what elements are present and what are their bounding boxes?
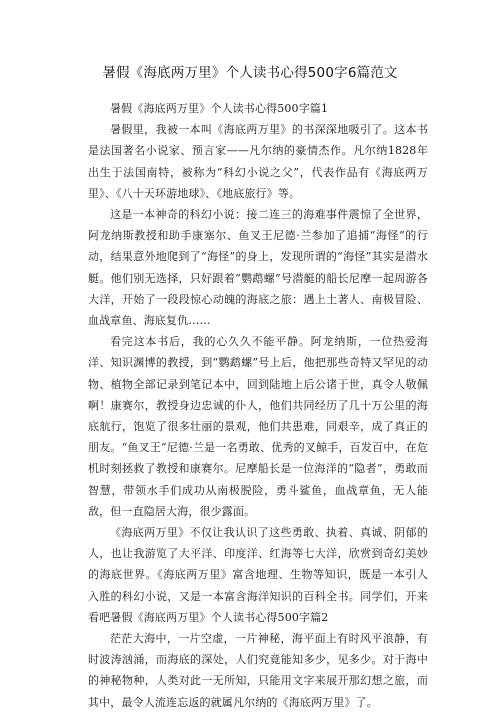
paragraph: 这是一本神奇的科幻小说：接二连三的海难事件震惊了全世界，阿龙纳斯教授和助手康塞尔、鱼叉王尼德·兰参加了追捕“海怪”的行动，结果意外地爬到了“海怪”的身上，发现所谓的“海怪”其实是潜水艇。他们别无选择，只好跟着“鹦鹉螺”号潜艇的船长尼摩一起周游各大洋，开始了一段段惊心动魄的海底之旅：遇上土著人、南极冒险、血战章鱼、海底复仇……: [88, 208, 428, 328]
paragraph: 茫茫大海中，一片空虚，一片神秘，海平面上有时风平浪静，有时波涛汹涌，而海底的深处，人们究竟能知多少，见多少。对于海中的神秘物种，人类对此一无所知，只能用文字来展开那幻想之旅，而其中，最令人流连忘返的就属凡尔纳的《海底两万里》了。: [88, 632, 428, 709]
paragraph: 看完这本书后，我的心久久不能平静。阿龙纳斯，一位热爱海洋、知识渊博的教授，到“鹦鹉螺”号上后，他把那些奇特又罕见的动物、植物全部记录到笔记本中，回到陆地上后公诸于世，真令人敬佩啊！康赛尔，教授身边忠诚的仆人，他们共同经历了几十万公里的海底航行，饱览了很多壮丽的景观，他们共患难，同艰辛，成了真正的朋友。“鱼叉王”尼德·兰是一名勇敢、优秀的叉鲸手，百发百中，在危机时刻拯救了教授和康赛尔。尼摩船长是一位海洋的“隐者”，勇敢而智慧，带领水手们成功从南极脱险，勇斗鲨鱼，血战章鱼，无人能敌，但一直隐居大海，很少露面。: [88, 335, 428, 518]
paragraph: 暑假里，我被一本叫《海底两万里》的书深深地吸引了。这本书是法国著名小说家、预言家——凡尔纳的豪情杰作。凡尔纳1828年出生于法国南特，被称为“科幻小说之父”，代表作品有《海底两万里》、《八十天环游地球》、《地底旅行》等。: [88, 123, 428, 200]
section-heading-1: 暑假《海底两万里》个人读书心得500字篇1: [110, 102, 329, 115]
document-title: 暑假《海底两万里》个人读书心得500字6篇范文: [102, 65, 398, 81]
paragraph: 《海底两万里》不仅让我认识了这些勇敢、执着、真诚、阴郁的人，也让我游览了大平洋、印度洋、红海等七大洋，欣赏到奇幻美妙的海底世界。《海底两万里》富含地理、生物等知识，既是一本引人入胜的科幻小说，又是一本富含海洋知识的百科全书。同学们，开来看吧暑假《海底两万里》个人读书心得500字篇2: [88, 526, 428, 624]
document-body: [88, 98, 428, 713]
